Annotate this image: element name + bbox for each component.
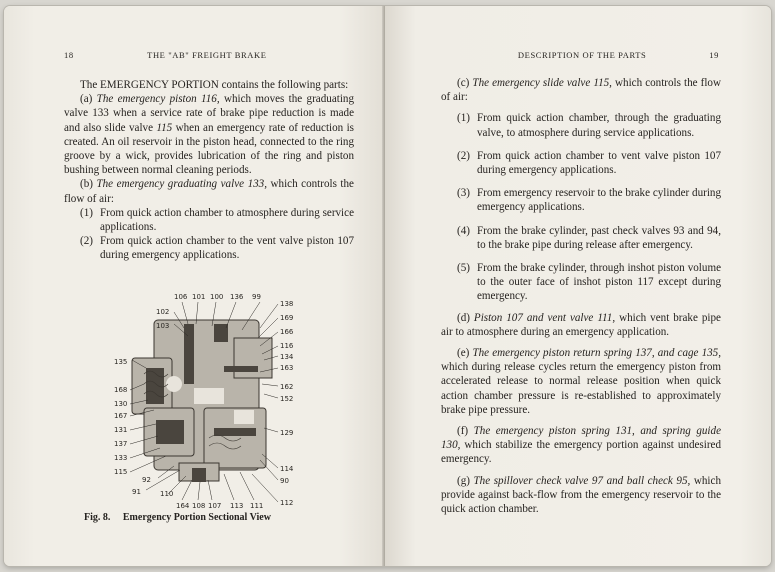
item-b-paragraph: (b) The emergency graduating valve 133, which controls the flow of air: — [64, 178, 354, 205]
figure-label: 111 — [250, 502, 264, 510]
emergency-portion-intro: The EMERGENCY PORTION contains the following parts: — [80, 79, 349, 91]
item-d-paragraph: (d) Piston 107 and vent valve 111, which vent brake pipe air to atmosphere during an emergency application. — [441, 311, 721, 338]
item-a-term: The emergency piston 116, — [96, 93, 220, 106]
c-list-item: (3) From emergency reservoir to the brake cylinder during emergency applications. — [457, 187, 721, 214]
figure-label: 163 — [280, 364, 294, 372]
figure-label: 138 — [280, 300, 294, 308]
left-running-title: THE "AB" FREIGHT BRAKE — [147, 50, 267, 60]
item-f-term: The emergency piston spring 131, and spring guide 130, — [441, 425, 721, 452]
figure-caption — [84, 512, 344, 523]
figure-label: 168 — [114, 386, 128, 394]
item-f-paragraph: (f) The emergency piston spring 131, and spring guide 130, which stabilize the emergency portion against undesired emergency. — [441, 425, 721, 466]
figure-label: 107 — [208, 502, 222, 510]
figure-label: 114 — [280, 465, 294, 473]
emergency-portion-sectional-diagram — [84, 288, 334, 516]
figure-label: 167 — [114, 412, 128, 420]
right-running-title: DESCRIPTION OF THE PARTS — [517, 50, 647, 60]
item-c-paragraph: (c) The emergency slide valve 115, which controls the flow of air: — [441, 77, 721, 104]
figure-label: 102 — [156, 308, 170, 316]
figure-label: 169 — [280, 314, 294, 322]
b-list-item: (2) From quick action chamber to the vent valve piston 107 during emergency applications. — [80, 235, 354, 262]
item-b-term: The emergency graduating valve 133, — [96, 178, 267, 191]
c-list-item: (4) From the brake cylinder, past check valves 93 and 94, to the brake pipe during release after emergency. — [457, 224, 721, 251]
item-c-term: The emergency slide valve 115, — [472, 77, 612, 89]
figure-label: 116 — [280, 342, 294, 350]
figure-label: 137 — [114, 440, 128, 448]
figure-label: 100 — [210, 293, 224, 301]
left-page-header — [64, 50, 354, 60]
figure-label: 90 — [280, 477, 289, 485]
figure-label: 115 — [114, 468, 128, 476]
item-a-paragraph: (a) The emergency piston 116, which moves the graduating valve 133 when a service rate of brake pipe reduction is made and also slide valve 115 when an emergency rate of reduction is created. An oil reservoir in the piston head, connected to the ring groove by a wick, provides lubrication of the ring and piston bushing between normal cleaning periods. — [64, 93, 354, 177]
figure-label: 113 — [230, 502, 244, 510]
figure-label: 164 — [176, 502, 190, 510]
item-e-term: The emergency piston return spring 137, and cage 135, — [472, 347, 722, 360]
c-list-item: (5) From the brake cylinder, through inshot piston volume to the outer face of inshot piston 117 except during emergency. — [457, 262, 721, 303]
left-page — [4, 6, 385, 566]
figure-label: 92 — [142, 476, 151, 484]
item-g-term: The spillover check valve 97 and ball check 95, — [473, 474, 691, 487]
book-spread — [4, 6, 771, 566]
figure-label: 166 — [280, 328, 294, 336]
right-page-text — [441, 76, 721, 516]
right-page-number: 19 — [709, 50, 719, 60]
c-list-item: (2) From quick action chamber to vent valve piston 107 during emergency applications. — [457, 149, 721, 177]
item-g-paragraph: (g) The spillover check valve 97 and ball check 95, which provide against back-flow from the emergency reservoir to the quick action chamber. — [441, 474, 721, 516]
left-page-text — [64, 78, 354, 263]
figure-label: 136 — [230, 293, 244, 301]
figure-label: 110 — [160, 490, 174, 498]
figure-label: 130 — [114, 400, 128, 408]
figure-label: 129 — [280, 429, 294, 437]
figure-label: 106 — [174, 293, 188, 301]
figure-label: 103 — [156, 322, 170, 330]
figure-label: 131 — [114, 426, 128, 434]
c-list-item: (1) From quick action chamber, through the graduating valve, to atmosphere during service applications. — [457, 112, 721, 139]
figure-label: 135 — [114, 358, 128, 366]
figure-label: 152 — [280, 395, 294, 403]
figure-title: Emergency Portion Sectional View — [122, 512, 271, 523]
b-list-item: (1) From quick action chamber to atmosphere during service applications. — [80, 206, 354, 234]
figure-label: 112 — [280, 499, 294, 507]
left-page-number: 18 — [64, 50, 74, 60]
figure-label: 133 — [114, 454, 128, 462]
figure-label: 134 — [280, 353, 294, 361]
right-page-header — [441, 50, 719, 60]
figure-number: Fig. 8. — [84, 512, 111, 523]
figure-label: 99 — [252, 293, 261, 301]
figure-label: 108 — [192, 502, 206, 510]
figure-label: 162 — [280, 383, 294, 391]
right-page — [385, 6, 771, 566]
figure-label: 101 — [192, 293, 206, 301]
item-d-term: Piston 107 and vent valve 111, — [473, 311, 616, 324]
figure-label: 91 — [132, 488, 141, 496]
item-e-paragraph: (e) The emergency piston return spring 137, and cage 135, which during release cycles return the emergency piston from accelerated release to normal release position when quick action chamber pressure is re-established to approximately brake pipe pressure. — [441, 347, 722, 416]
